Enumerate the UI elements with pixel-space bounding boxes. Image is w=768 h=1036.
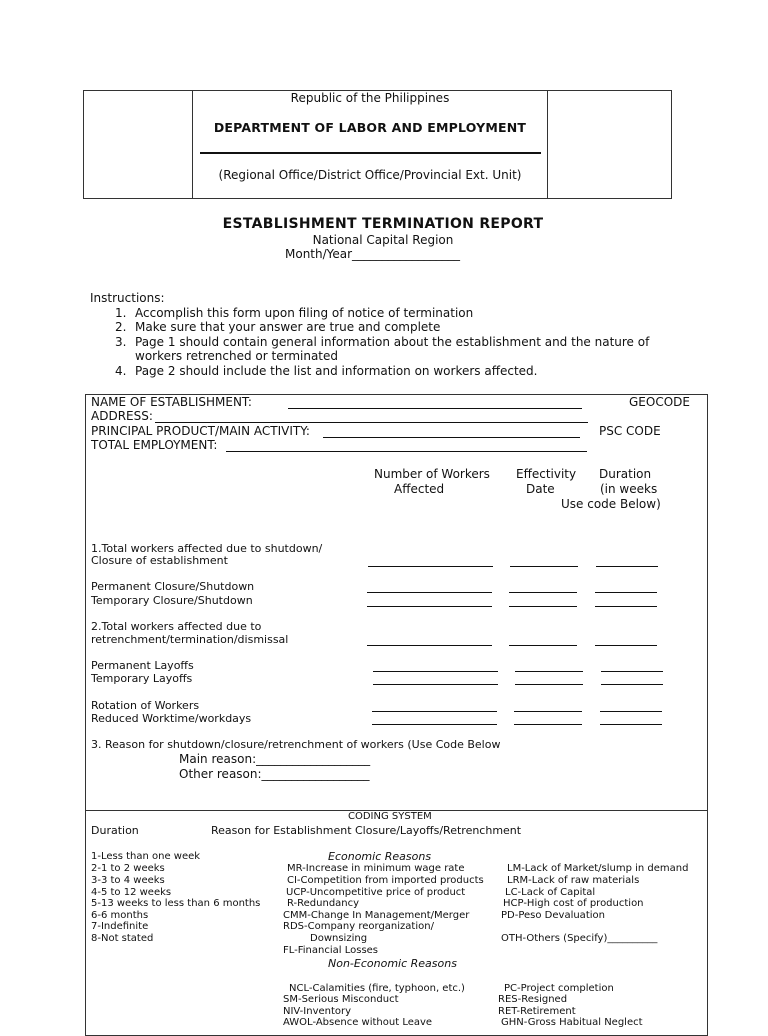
shutdown-date-field[interactable] bbox=[510, 566, 578, 567]
duration-code: 4-5 to 12 weeks bbox=[91, 887, 172, 898]
temp-layoffs-label: Temporary Layoffs bbox=[91, 672, 193, 685]
reduced-duration-field[interactable] bbox=[600, 724, 662, 725]
retrench-date-field[interactable] bbox=[509, 645, 577, 646]
employment-label: TOTAL EMPLOYMENT: bbox=[91, 438, 218, 452]
rotation-label: Rotation of Workers bbox=[91, 699, 200, 712]
name-label: NAME OF ESTABLISHMENT: bbox=[91, 395, 252, 409]
non-economic-code: SM-Serious Misconduct bbox=[283, 994, 399, 1005]
header-divider-right bbox=[547, 90, 548, 198]
economic-heading: Economic Reasons bbox=[328, 850, 432, 863]
duration-code: 5-13 weeks to less than 6 months bbox=[91, 898, 261, 909]
instruction-4: Page 2 should include the list and information on workers affected. bbox=[135, 364, 538, 378]
col-duration-1: Duration bbox=[599, 467, 652, 481]
other-reason-field[interactable]: Other reason:__________________ bbox=[179, 767, 370, 781]
perm-layoffs-date-field[interactable] bbox=[515, 671, 583, 672]
instruction-3: Page 1 should contain general information about the establishment and the nature of bbox=[135, 335, 650, 349]
month-year-field[interactable]: Month/Year__________________ bbox=[285, 247, 461, 261]
temp-layoffs-duration-field[interactable] bbox=[601, 684, 663, 685]
reduced-date-field[interactable] bbox=[514, 724, 582, 725]
perm-closure-workers-field[interactable] bbox=[367, 592, 492, 593]
col-duration-3: Use code Below) bbox=[561, 497, 661, 511]
economic-code: LM-Lack of Market/slump in demand bbox=[507, 863, 689, 874]
psc-code-label: PSC CODE bbox=[599, 424, 661, 438]
col-duration-2: (in weeks bbox=[600, 482, 658, 496]
instructions-heading: Instructions: bbox=[90, 291, 165, 305]
duration-code: 2-1 to 2 weeks bbox=[91, 863, 165, 874]
header-table bbox=[83, 90, 672, 199]
non-economic-code: RET-Retirement bbox=[498, 1006, 576, 1017]
instruction-num-1: 1. bbox=[115, 306, 127, 320]
retrench-workers-field[interactable] bbox=[367, 645, 492, 646]
reduced-workers-field[interactable] bbox=[372, 724, 497, 725]
non-economic-code: AWOL-Absence without Leave bbox=[283, 1017, 433, 1028]
economic-code: UCP-Uncompetitive price of product bbox=[286, 887, 466, 898]
instruction-num-4: 4. bbox=[115, 364, 127, 378]
main-reason-field[interactable]: Main reason:___________________ bbox=[179, 752, 371, 766]
address-label: ADDRESS: bbox=[91, 409, 153, 423]
perm-layoffs-workers-field[interactable] bbox=[373, 671, 498, 672]
report-title: ESTABLISHMENT TERMINATION REPORT bbox=[222, 216, 544, 232]
reason-heading: 3. Reason for shutdown/closure/retrenchment of workers (Use Code Below bbox=[91, 738, 501, 751]
perm-closure-date-field[interactable] bbox=[509, 592, 577, 593]
col-effectivity-1: Effectivity bbox=[516, 467, 577, 481]
perm-layoffs-label: Permanent Layoffs bbox=[91, 659, 194, 672]
coding-duration-heading: Duration bbox=[91, 824, 139, 837]
name-field[interactable] bbox=[288, 408, 582, 409]
temp-closure-workers-field[interactable] bbox=[367, 606, 492, 607]
department-title: DEPARTMENT OF LABOR AND EMPLOYMENT bbox=[213, 120, 527, 135]
col-workers-1: Number of Workers bbox=[374, 467, 490, 481]
duration-code: 7-Indefinite bbox=[91, 921, 149, 932]
instruction-2: Make sure that your answer are true and complete bbox=[135, 320, 441, 334]
employment-field[interactable] bbox=[226, 451, 587, 452]
temp-closure-date-field[interactable] bbox=[509, 606, 577, 607]
economic-code: CMM-Change In Management/Merger bbox=[283, 910, 470, 921]
rotation-date-field[interactable] bbox=[514, 711, 582, 712]
economic-code: RDS-Company reorganization/ bbox=[283, 921, 434, 932]
retrench-label-2: retrenchment/termination/dismissal bbox=[91, 633, 289, 646]
non-economic-code: NCL-Calamities (fire, typhoon, etc.) bbox=[289, 983, 465, 994]
coding-reason-heading: Reason for Establishment Closure/Layoffs/Retrenchment bbox=[211, 824, 522, 837]
shutdown-label-1: 1.Total workers affected due to shutdown/ bbox=[91, 542, 323, 555]
temp-layoffs-date-field[interactable] bbox=[515, 684, 583, 685]
economic-code: LRM-Lack of raw materials bbox=[507, 875, 640, 886]
retrench-label-1: 2.Total workers affected due to bbox=[91, 620, 262, 633]
duration-code: 1-Less than one week bbox=[91, 851, 201, 862]
region-text: National Capital Region bbox=[312, 233, 454, 247]
geocode-label: GEOCODE bbox=[629, 395, 690, 409]
republic-text: Republic of the Philippines bbox=[290, 91, 450, 105]
non-economic-code: GHN-Gross Habitual Neglect bbox=[501, 1017, 643, 1028]
non-economic-code: RES-Resigned bbox=[498, 994, 568, 1005]
duration-code: 6-6 months bbox=[91, 910, 149, 921]
economic-code: R-Redundancy bbox=[287, 898, 360, 909]
economic-code: LC-Lack of Capital bbox=[505, 887, 596, 898]
col-workers-2: Affected bbox=[394, 482, 445, 496]
instruction-1: Accomplish this form upon filing of notice of termination bbox=[135, 306, 474, 320]
product-label: PRINCIPAL PRODUCT/MAIN ACTIVITY: bbox=[91, 424, 310, 438]
shutdown-label-2: Closure of establishment bbox=[91, 554, 228, 567]
address-field[interactable] bbox=[155, 422, 588, 423]
coding-title: CODING SYSTEM bbox=[348, 811, 432, 822]
instruction-3-cont: workers retrenched or terminated bbox=[135, 349, 339, 363]
instruction-num-2: 2. bbox=[115, 320, 127, 334]
perm-closure-label: Permanent Closure/Shutdown bbox=[91, 580, 255, 593]
economic-code: CI-Competition from imported products bbox=[287, 875, 484, 886]
economic-code: PD-Peso Devaluation bbox=[501, 910, 605, 921]
product-field[interactable] bbox=[323, 437, 580, 438]
perm-layoffs-duration-field[interactable] bbox=[601, 671, 663, 672]
economic-code: FL-Financial Losses bbox=[283, 945, 379, 956]
reduced-label: Reduced Worktime/workdays bbox=[91, 712, 252, 725]
perm-closure-duration-field[interactable] bbox=[595, 592, 657, 593]
temp-closure-duration-field[interactable] bbox=[595, 606, 657, 607]
temp-closure-label: Temporary Closure/Shutdown bbox=[91, 594, 253, 607]
non-economic-code: NIV-Inventory bbox=[283, 1006, 352, 1017]
shutdown-duration-field[interactable] bbox=[596, 566, 658, 567]
retrench-duration-field[interactable] bbox=[595, 645, 657, 646]
rotation-duration-field[interactable] bbox=[600, 711, 662, 712]
temp-layoffs-workers-field[interactable] bbox=[373, 684, 498, 685]
duration-code: 8-Not stated bbox=[91, 933, 154, 944]
duration-code: 3-3 to 4 weeks bbox=[91, 875, 165, 886]
col-effectivity-2: Date bbox=[526, 482, 555, 496]
economic-code: MR-Increase in minimum wage rate bbox=[287, 863, 465, 874]
economic-code-other: OTH-Others (Specify)__________ bbox=[501, 933, 658, 944]
economic-code: HCP-High cost of production bbox=[503, 898, 644, 909]
non-economic-code: PC-Project completion bbox=[504, 983, 614, 994]
non-economic-heading: Non-Economic Reasons bbox=[328, 957, 457, 970]
rotation-workers-field[interactable] bbox=[372, 711, 497, 712]
office-text: (Regional Office/District Office/Provincial Ext. Unit) bbox=[218, 168, 522, 182]
economic-code: Downsizing bbox=[310, 933, 368, 944]
instruction-num-3: 3. bbox=[115, 335, 127, 349]
header-rule bbox=[200, 152, 541, 154]
shutdown-workers-field[interactable] bbox=[368, 566, 493, 567]
